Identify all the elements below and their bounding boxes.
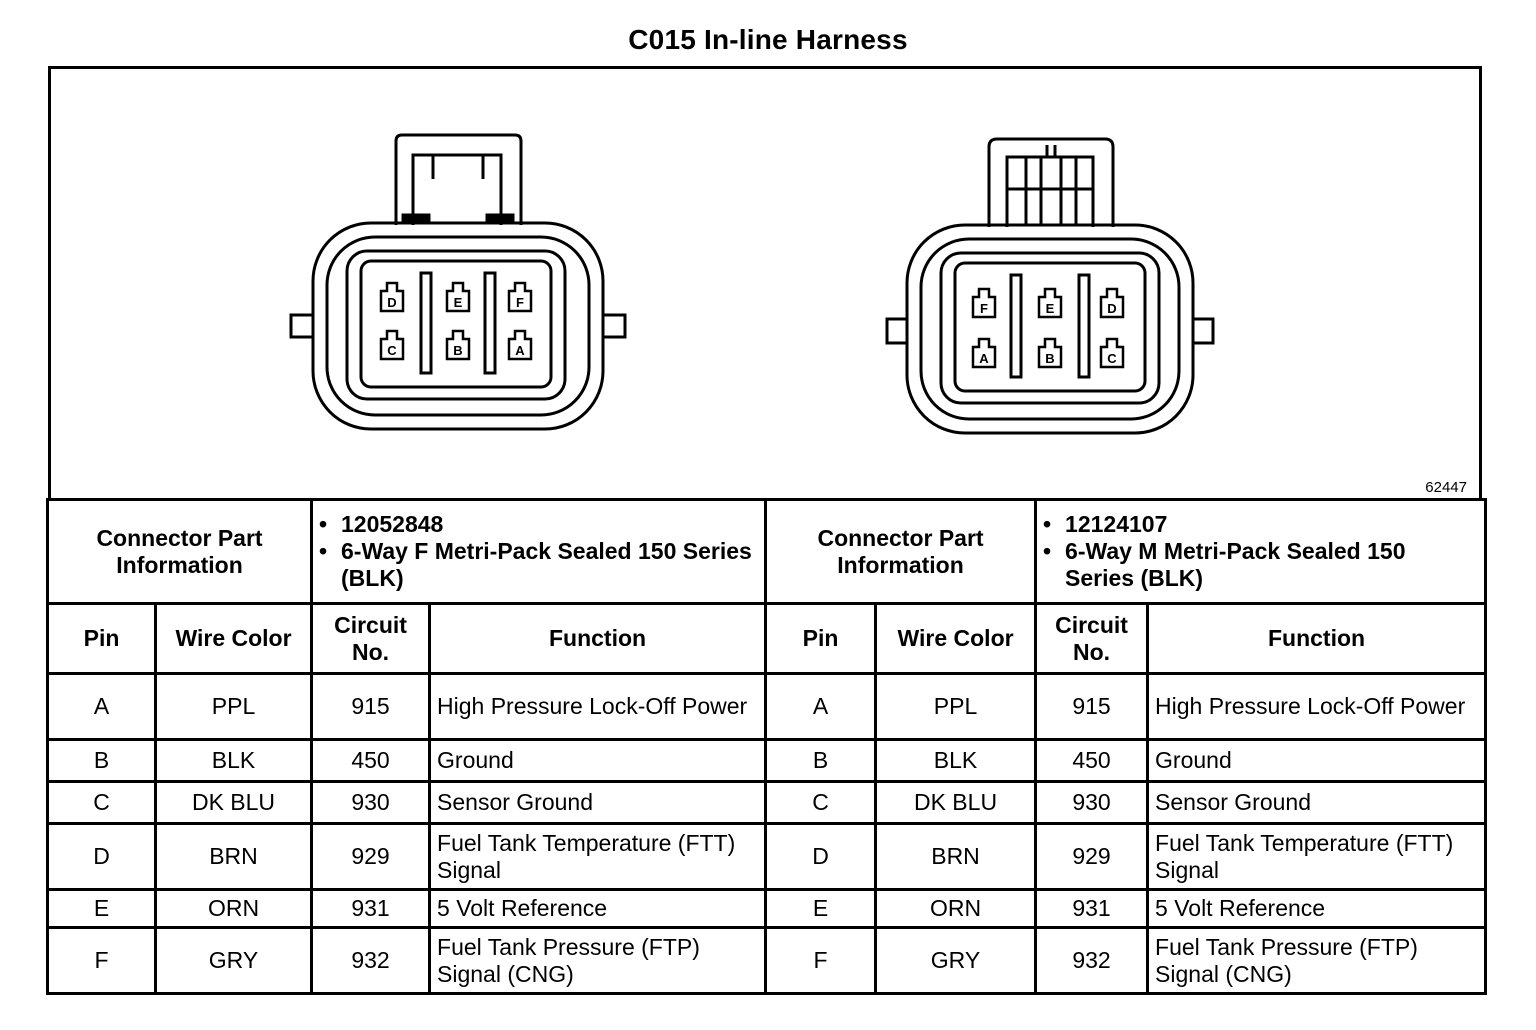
wire-color-cell: BLK [156,740,312,782]
pin-cell: B [766,740,876,782]
circuit-cell: 929 [312,824,430,890]
pin-letter: F [980,301,988,316]
pin-cell: F [766,928,876,994]
right-pin-cavity [1039,289,1061,317]
pin-letter: C [1107,351,1117,366]
wire-color-cell: BRN [156,824,312,890]
pin-letter: B [1045,351,1055,366]
header-function-left: Function [430,604,766,674]
left-info-label: Connector Part Information [48,500,312,604]
left-pin-cavity [381,331,403,359]
function-cell: Fuel Tank Temperature (FTT) Signal [1148,824,1486,890]
wire-color-cell: ORN [156,890,312,928]
header-circuit-left: Circuit No. [312,604,430,674]
circuit-cell: 931 [1036,890,1148,928]
left-pin-cavity [509,283,531,311]
right-pin-cavity [973,339,995,367]
pin-cell: B [48,740,156,782]
connector-illustration-panel [48,66,1482,498]
pin-letter: B [453,343,463,358]
left-part-number: • 12052848 [319,511,444,537]
table-row [48,928,1486,994]
wire-color-cell: DK BLU [156,782,312,824]
column-header-row [48,604,1486,674]
circuit-cell: 450 [1036,740,1148,782]
right-part-number: • 12124107 [1043,511,1168,537]
pin-letter: A [979,351,989,366]
pin-cell: E [766,890,876,928]
pin-letter: F [516,295,524,310]
circuit-cell: 932 [1036,928,1148,994]
table-row [48,890,1486,928]
function-cell: Fuel Tank Pressure (FTP) Signal (CNG) [430,928,766,994]
circuit-cell: 915 [1036,674,1148,740]
pin-letter: A [515,343,525,358]
pin-letter: E [453,295,463,310]
pin-cell: E [48,890,156,928]
pin-cell: F [48,928,156,994]
right-pin-cavity [973,289,995,317]
left-info-values [312,500,766,604]
header-circuit-right: Circuit No. [1036,604,1148,674]
function-cell: Fuel Tank Temperature (FTT) Signal [430,824,766,890]
wire-color-cell: ORN [876,890,1036,928]
pin-letter: D [1107,301,1117,316]
pin-cell: C [48,782,156,824]
function-cell: 5 Volt Reference [1148,890,1486,928]
pin-letter: E [1045,301,1055,316]
figure-number: 62447 [1425,479,1467,496]
circuit-cell: 930 [312,782,430,824]
diagram-title: C015 In-line Harness [628,24,908,55]
connector-drawings [51,69,1485,501]
wire-color-cell: PPL [156,674,312,740]
wire-color-cell: DK BLU [876,782,1036,824]
table-row [48,782,1486,824]
left-pin-cavity [381,283,403,311]
function-cell: Sensor Ground [1148,782,1486,824]
right-part-description: • 6-Way M Metri-Pack Sealed 150 Series (BLK) [1043,538,1406,591]
header-pin-left: Pin [48,604,156,674]
circuit-cell: 931 [312,890,430,928]
left-pin-cavity [447,331,469,359]
left-pin-cavity [509,331,531,359]
header-function-right: Function [1148,604,1486,674]
wire-color-cell: BLK [876,740,1036,782]
wire-color-cell: BRN [876,824,1036,890]
connector-info-row [48,500,1486,604]
wire-color-cell: GRY [876,928,1036,994]
function-cell: 5 Volt Reference [430,890,766,928]
pin-cell: D [48,824,156,890]
circuit-cell: 932 [312,928,430,994]
table-row [48,824,1486,890]
header-wire-color-right: Wire Color [876,604,1036,674]
function-cell: Fuel Tank Pressure (FTP) Signal (CNG) [1148,928,1486,994]
pinout-rows [48,674,1486,994]
pin-cell: A [766,674,876,740]
header-pin-right: Pin [766,604,876,674]
pinout-table [46,498,1487,995]
wire-color-cell: PPL [876,674,1036,740]
right-pin-cavity [1101,339,1123,367]
circuit-cell: 930 [1036,782,1148,824]
function-cell: Ground [1148,740,1486,782]
header-wire-color-left: Wire Color [156,604,312,674]
wire-color-cell: GRY [156,928,312,994]
circuit-cell: 929 [1036,824,1148,890]
function-cell: High Pressure Lock-Off Power [430,674,766,740]
pin-cell: A [48,674,156,740]
circuit-cell: 450 [312,740,430,782]
right-pin-cavity [1101,289,1123,317]
right-connector-drawing [887,139,1213,433]
table-row [48,674,1486,740]
left-part-description: • 6-Way F Metri-Pack Sealed 150 Series (BLK) [319,538,752,591]
function-cell: Ground [430,740,766,782]
pin-cell: C [766,782,876,824]
circuit-cell: 915 [312,674,430,740]
function-cell: High Pressure Lock-Off Power [1148,674,1486,740]
pin-cell: D [766,824,876,890]
right-info-values [1036,500,1486,604]
pin-letter: D [387,295,397,310]
right-pin-cavity [1039,339,1061,367]
right-info-label: Connector Part Information [766,500,1036,604]
pin-letter: C [387,343,397,358]
left-pin-cavity [447,283,469,311]
function-cell: Sensor Ground [430,782,766,824]
table-row [48,740,1486,782]
